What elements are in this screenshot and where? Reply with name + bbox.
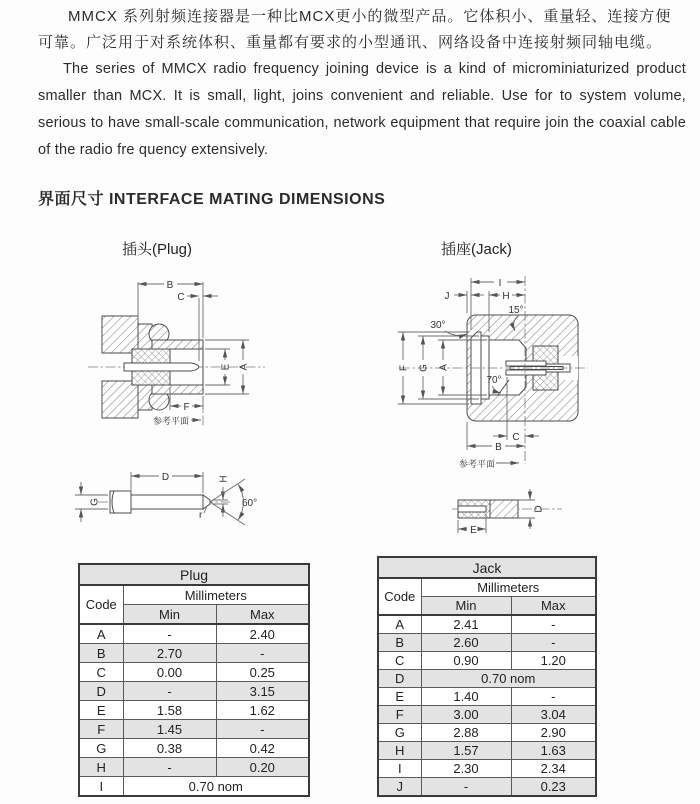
dim-label-angle30: 30°: [430, 320, 446, 331]
table-row: D - 3.15: [79, 682, 309, 701]
table-row: B 2.60 -: [378, 634, 596, 652]
plug-drawing-label: 插头(Plug): [122, 241, 193, 258]
table-row: E 1.40 -: [378, 688, 596, 706]
dim-label-f: F: [398, 364, 410, 372]
table-row: H 1.57 1.63: [378, 742, 596, 760]
dim-label-b: B: [495, 442, 502, 453]
table-row: F 3.00 3.04: [378, 706, 596, 724]
table-header-row: [79, 585, 309, 605]
dim-label-f: F: [183, 402, 190, 413]
dim-label-c: C: [177, 292, 185, 303]
dim-label-g: G: [418, 364, 430, 372]
detail-body-section: [490, 500, 518, 518]
plug-body-rear-bottom: [102, 381, 138, 418]
jack-section-drawing: [388, 268, 700, 484]
dim-label-angle60: 60°: [242, 498, 258, 509]
jack-drawing-label: 插座(Jack): [441, 241, 512, 258]
jack-dimensions-table: [377, 556, 597, 797]
table-row: A - 2.40: [79, 624, 309, 644]
jack-socket-detail-drawing: [450, 486, 630, 550]
section-heading-en: INTERFACE MATING DIMENSIONS: [108, 191, 386, 208]
unit-header: Millimeters: [123, 585, 309, 605]
pin-body: [131, 495, 203, 509]
table-row: A 2.41 -: [378, 615, 596, 634]
plug-body-rear-top: [102, 316, 138, 353]
dim-label-b: B: [166, 280, 174, 291]
plug-dimensions-table: [78, 563, 310, 797]
jack-socket-finger-top: [506, 361, 546, 366]
table-row: B 2.70 -: [79, 644, 309, 663]
code-header: Code: [378, 578, 421, 615]
dim-label-r: r: [199, 510, 203, 521]
table-row: C 0.90 1.20: [378, 652, 596, 670]
section-heading: [38, 186, 385, 209]
intro-paragraph-en: The series of MMCX radio frequency joining device is a kind of microminiaturized product smaller than MCX. It is small, light, joins convenient and reliable. Use for to system volume, serious to have small-scale communication, network equipment that require join the coaxial cable of the radio fre quency extensively.: [38, 61, 686, 158]
max-header: Max: [216, 605, 309, 625]
code-header: Code: [79, 585, 123, 624]
dim-label-e: E: [220, 363, 232, 371]
dim-label-h: H: [502, 291, 510, 302]
reference-plane-label: 参考平面: [153, 416, 190, 426]
plug-section-drawing: [60, 268, 350, 466]
dim-label-e: E: [470, 525, 477, 536]
min-header: Min: [421, 597, 511, 616]
dim-label-angle70: 70°: [486, 375, 502, 386]
intro-paragraph-cn: MMCX 系列射频连接器是一种比MCX更小的微型产品。它体积小、重量轻、连接方便可靠。广泛用于对系统体积、重量都有要求的小型通讯、网络设备中连接射频同轴电缆。: [38, 8, 672, 51]
table-row: H - 0.20: [79, 758, 309, 777]
dim-label-angle15: 15°: [508, 305, 524, 316]
table-row: G 0.38 0.42: [79, 739, 309, 758]
table-row: E 1.58 1.62: [79, 701, 309, 720]
table-row: D 0.70 nom: [378, 670, 596, 688]
dim-label-a: A: [438, 364, 450, 371]
dim-label-d: D: [533, 505, 545, 513]
dim-label-h: H: [218, 475, 230, 483]
table-title-row: [378, 557, 596, 578]
table-title: Jack: [378, 557, 596, 578]
dim-label-c: C: [512, 432, 520, 443]
intro-section: [38, 4, 686, 164]
section-heading-cn: 界面尺寸: [38, 191, 105, 208]
dim-label-a: A: [238, 363, 250, 371]
dim-label-i: I: [498, 278, 502, 289]
table-row: C 0.00 0.25: [79, 663, 309, 682]
table-header-row: [378, 578, 596, 597]
dim-label-g: G: [89, 498, 101, 506]
plug-pin-detail-drawing: [58, 462, 353, 554]
table-row: G 2.88 2.90: [378, 724, 596, 742]
dim-label-j: J: [444, 291, 450, 302]
jack-inner-rim: [481, 336, 489, 399]
reference-plane-label: 参考平面: [459, 459, 496, 469]
plug-center-pin: [124, 363, 199, 371]
table-row: F 1.45 -: [79, 720, 309, 739]
plug-barrel-top: [152, 340, 203, 349]
table-row: J - 0.23: [378, 778, 596, 797]
unit-header: Millimeters: [421, 578, 596, 597]
table-title-row: [79, 564, 309, 585]
min-header: Min: [123, 605, 216, 625]
plug-barrel-bottom: [152, 385, 203, 394]
table-title: Plug: [79, 564, 309, 585]
dim-label-d: D: [161, 472, 170, 483]
jack-socket-finger-bottom: [506, 370, 546, 375]
detail-slot: [458, 506, 486, 512]
table-row: I 0.70 nom: [79, 777, 309, 797]
max-header: Max: [511, 597, 596, 616]
table-row: I 2.30 2.34: [378, 760, 596, 778]
